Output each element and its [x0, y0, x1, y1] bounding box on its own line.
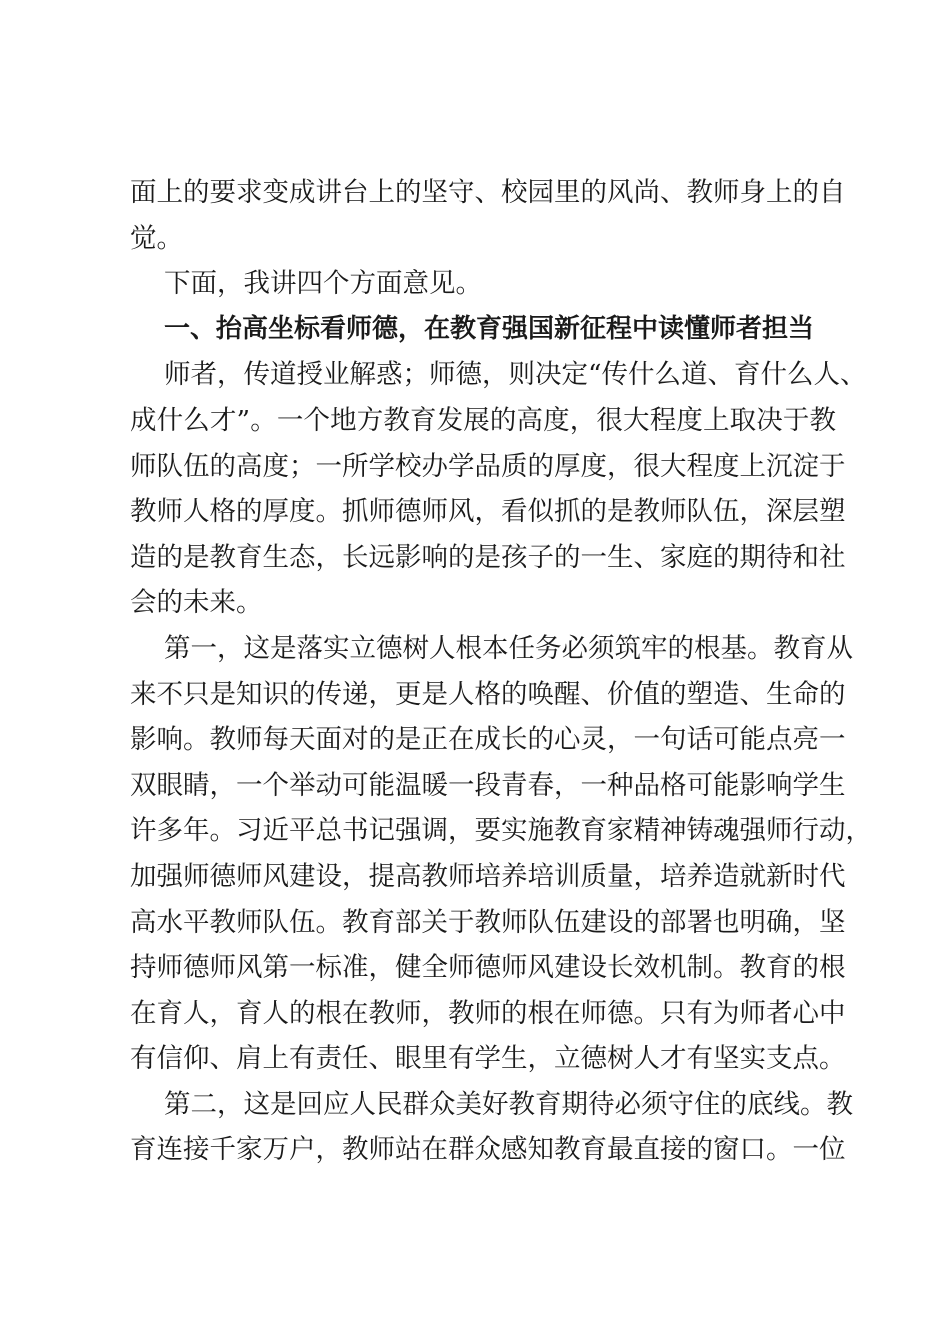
text-line: 会的未来。: [130, 587, 263, 619]
text-line: 有信仰、肩上有责任、眼里有学生，立德树人才有坚实支点。: [130, 1043, 846, 1075]
text-line: 师队伍的高度；一所学校办学品质的厚度，很大程度上沉淀于: [130, 450, 846, 482]
text-line: 面上的要求变成讲台上的坚守、校园里的风尚、教师身上的自: [130, 177, 846, 208]
text-line: 许多年。习近平总书记强调，要实施教育家精神铸魂强师行动，: [130, 815, 872, 847]
text-line: 觉。: [130, 222, 183, 254]
text-line: 在育人，育人的根在教师，教师的根在师德。只有为师者心中: [130, 997, 846, 1029]
text-line: 造的是教育生态，长远影响的是孩子的一生、家庭的期待和社: [130, 541, 846, 573]
text-line: 教师人格的厚度。抓师德师风，看似抓的是教师队伍，深层塑: [130, 496, 846, 528]
text-line: 师者，传道授业解惑；师德，则决定“传什么道、育什么人、: [164, 359, 867, 391]
text-line: 来不只是知识的传递，更是人格的唤醒、价值的塑造、生命的: [130, 678, 846, 710]
text-line: 加强师德师风建设，提高教师培养培训质量，培养造就新时代: [130, 860, 846, 892]
text-line: 育连接千家万户，教师站在群众感知教育最直接的窗口。一位: [130, 1134, 846, 1166]
section-heading: 一、抬高坐标看师德，在教育强国新征程中读懂师者担当: [164, 313, 815, 344]
text-line: 下面，我讲四个方面意见。: [164, 268, 482, 300]
text-line: 双眼睛，一个举动可能温暖一段青春，一种品格可能影响学生: [130, 769, 846, 801]
text-line: 持师德师风第一标准，健全师德师风建设长效机制。教育的根: [130, 952, 846, 984]
document-body: [130, 170, 872, 1173]
text-line: 第二，这是回应人民群众美好教育期待必须守住的底线。教: [164, 1088, 853, 1120]
text-line: 成什么才”。一个地方教育发展的高度，很大程度上取决于教: [130, 404, 836, 436]
text-line: 第一，这是落实立德树人根本任务必须筑牢的根基。教育从: [164, 632, 853, 664]
text-line: 影响。教师每天面对的是正在成长的心灵，一句话可能点亮一: [130, 724, 846, 756]
text-line: 高水平教师队伍。教育部关于教师队伍建设的部署也明确，坚: [130, 906, 846, 938]
